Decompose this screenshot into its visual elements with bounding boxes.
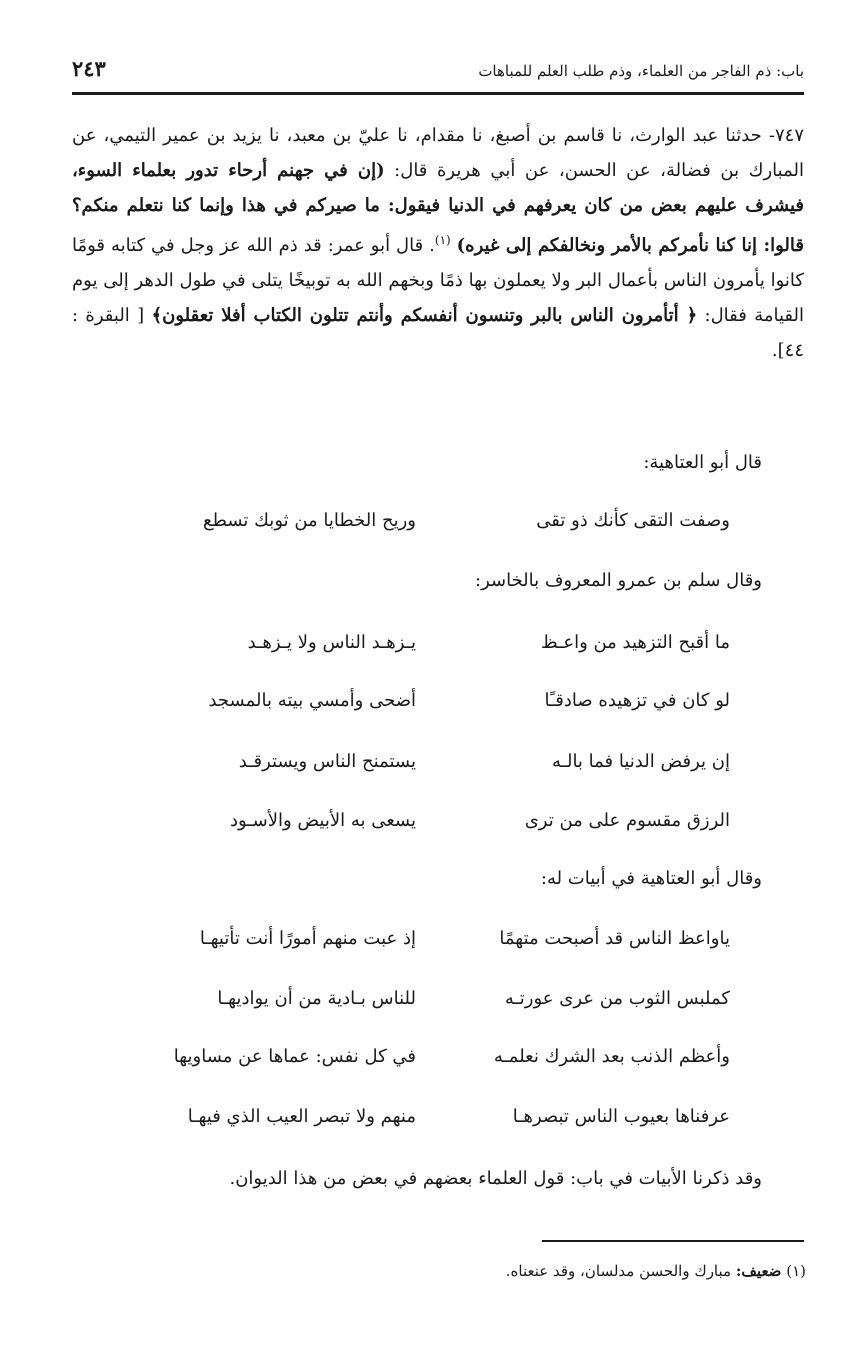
verse-second-hemistich: وريح الخطايا من ثوبك تسطع: [203, 510, 416, 531]
footnote: [506, 1262, 806, 1280]
verse-first-hemistich: عرفناها بعيوب الناس تبصرهـا: [512, 1106, 730, 1127]
verse-second-hemistich: يـزهـد الناس ولا يـزهـد: [247, 632, 416, 653]
hadith-chain: حدثنا عبد الوارث، نا قاسم بن أصبغ، نا مقدام، نا عليّ بن معبد، نا يزيد بن عمير التيمي، عن المبارك بن فضالة، عن الحسن، عن أبي هريرة قال:: [72, 125, 804, 181]
quran-reference: [ البقرة : ٤٤].: [72, 305, 804, 361]
footnote-reference: (١): [434, 233, 451, 247]
poem-intro: قال أبو العتاهية:: [643, 452, 762, 473]
hadith-paragraph: [72, 118, 804, 368]
verse-second-hemistich: أضحى وأمسي بيته بالمسجد: [208, 690, 416, 711]
verse-first-hemistich: وأعظم الذنب بعد الشرك نعلمـه: [493, 1046, 730, 1067]
verse-second-hemistich: يسعى به الأبيض والأسـود: [230, 810, 416, 831]
closing-note: وقد ذكرنا الأبيات في باب: قول العلماء بعضهم في بعض من هذا الديوان.: [229, 1168, 762, 1189]
verse-first-hemistich: كملبس الثوب من عرى عورتـه: [504, 988, 730, 1009]
quran-verse: ﴿ أتأمرون الناس بالبر وتنسون أنفسكم وأنتم تتلون الكتاب أفلا تعقلون﴾: [151, 305, 698, 326]
poem-intro: وقال سلم بن عمرو المعروف بالخاسر:: [475, 570, 762, 591]
poem-intro: وقال أبو العتاهية في أبيات له:: [540, 868, 762, 889]
hadith-number: ٧٤٧-: [768, 125, 804, 146]
footnote-rule: [542, 1240, 804, 1242]
header-rule: [72, 92, 804, 95]
page-header: [72, 56, 804, 90]
verse-second-hemistich: منهم ولا تبصر العيب الذي فيهـا: [187, 1106, 416, 1127]
hadith-text: (إن في جهنم أرحاء تدور بعلماء السوء، فيشرف عليهم بعض من كان يعرفهم في الدنيا فيقول: ما صيركم في هذا وإنما كنا نتعلم منكم؟ قالوا: إنا كنا نأمركم بالأمر ونخالفكم إلى غيره): [72, 160, 804, 256]
page-number: ٢٤٣: [72, 56, 106, 81]
verse-second-hemistich: يستمنح الناس ويسترقـد: [238, 751, 416, 772]
verse-second-hemistich: في كل نفس: عماها عن مساويها: [173, 1046, 416, 1067]
verse-second-hemistich: للناس بـادية من أن يواديهـا: [217, 988, 416, 1009]
verse-first-hemistich: إن يرفض الدنيا فما بالـه: [552, 751, 730, 772]
verse-first-hemistich: ما أقبح التزهيد من واعـظ: [540, 632, 730, 653]
verse-first-hemistich: الرزق مقسوم على من ترى: [524, 810, 730, 831]
verse-first-hemistich: ياواعظ الناس قد أصبحت متهمًا: [499, 928, 730, 949]
running-title: باب: ذم الفاجر من العلماء، وذم طلب العلم للمباهات: [478, 62, 804, 80]
commentary: . قال أبو عمر: قد ذم الله عز وجل في كتابه قومًا كانوا يأمرون الناس بأعمال البر ولا يعملون بها ذمًا وبخهم الله به توبيخًا يتلى في طول الدهر إلى يوم القيامة فقال:: [72, 235, 804, 326]
footnote-text: مبارك والحسن مدلسان، وقد عنعناه.: [505, 1262, 732, 1280]
footnote-marker: (١): [786, 1262, 806, 1280]
verse-second-hemistich: إذ عبت منهم أمورًا أنت تأتيهـا: [199, 928, 416, 949]
verse-first-hemistich: وصفت التقى كأنك ذو تقى: [536, 510, 730, 531]
footnote-label: ضعيف:: [735, 1262, 782, 1280]
verse-first-hemistich: لو كان في تزهيده صادقـًا: [544, 690, 730, 711]
